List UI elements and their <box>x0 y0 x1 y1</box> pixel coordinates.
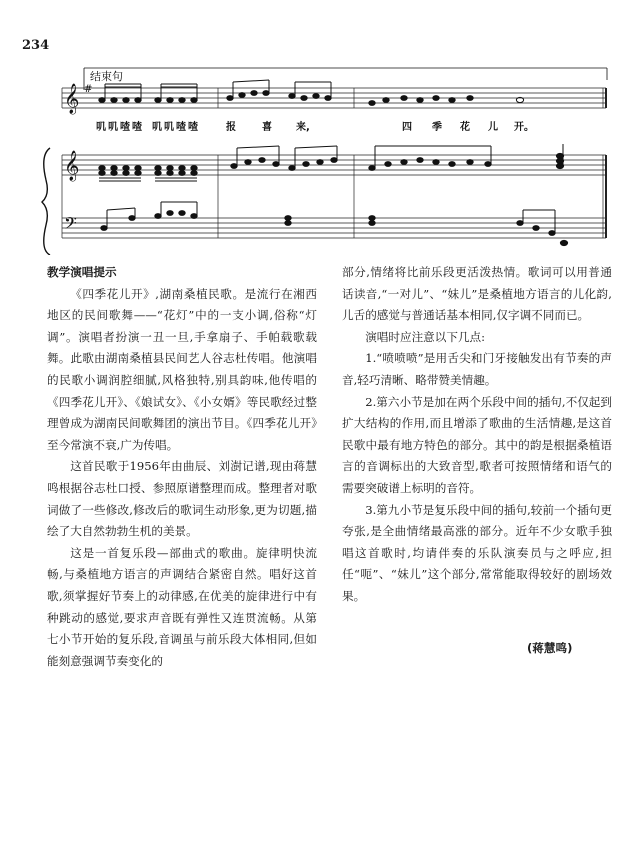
svg-text:花: 花 <box>460 122 470 133</box>
paragraph: 2.第六小节是加在两个乐段中间的插句,不仅起到扩大结构的作用,而且增添了歌曲的生活情趣,是这首民歌中最有地方特色的部分。其中的韵是根据桑植语言的音调标出的大致音型,歌者可按照情绪和语气的需要突破谱上标明的音符。 <box>342 394 612 495</box>
svg-text:叽: 叽 <box>96 122 106 133</box>
paragraph: 这是一首复乐段—部曲式的歌曲。旋律明快流畅,与桑植地方语言的声调结合紧密自然。唱好这首歌,须掌握好节奏上的动律感,在优美的旋律进行中有种跳动的感觉,要求声音既有弹性又连贯流畅。从第七小节开始的复乐段,音调虽与前乐段大体相同,但如能刻意强调节奏变化的 <box>47 545 317 668</box>
svg-text:叽: 叽 <box>152 122 162 133</box>
piano-bass-staff <box>62 218 606 238</box>
right-column <box>342 262 612 608</box>
svg-text:报: 报 <box>226 122 236 133</box>
svg-text:儿: 儿 <box>488 122 498 133</box>
svg-text:#: # <box>84 84 93 95</box>
paragraph: 这首民歌于1956年由曲辰、刘澍记谱,现由蒋慧鸣根据谷志杜口授、参照原谱整理而成。整理者对歌词做了一些修改,修改后的歌词生动形象,更为切题,描绘了大自然勃勃生机的美景。 <box>47 459 317 539</box>
voice-staff <box>62 88 606 108</box>
svg-text:叽: 叽 <box>108 122 118 133</box>
svg-text:𝄢: 𝄢 <box>64 213 77 237</box>
paragraph: 1.“喷喷喷”是用舌尖和门牙接触发出有节奏的声音,轻巧清晰、略带赞美情趣。 <box>342 351 612 387</box>
paragraph: 《四季花儿开》,湖南桑植民歌。是流行在湘西地区的民间歌舞——“花灯”中的一支小调,俗称“灯调”。演唱者扮演一丑一旦,手拿扇子、手帕载歌载舞。此歌由湖南桑植县民间艺人谷志杜传唱。他演唱的民歌小调润腔细腻,风格独特,别具韵味,他传唱的《四季花儿开》、《娘试女》、《小女婿》等民歌经过整理曾成为湖南民间歌舞团的演出节目。《四季花儿开》至今常演不衰,广为传唱。 <box>47 286 317 452</box>
svg-text:𝄞: 𝄞 <box>64 84 80 114</box>
music-score <box>0 60 640 255</box>
svg-text:季: 季 <box>432 122 442 133</box>
svg-text:喜: 喜 <box>262 122 272 133</box>
svg-text:四: 四 <box>402 122 412 133</box>
paragraph: 部分,情绪将比前乐段更活泼热情。歌词可以用普通话读音,“一对儿”、“妹儿”是桑植地方语言的儿化韵,儿舌的感觉与普通话基本相同,仅字调不同而已。 <box>342 265 612 323</box>
svg-text:叽: 叽 <box>164 122 174 133</box>
page-number: 234 <box>22 38 50 53</box>
piano-treble-staff <box>62 155 606 238</box>
left-column <box>47 262 317 672</box>
svg-text:喳: 喳 <box>188 122 198 133</box>
svg-text:喳: 喳 <box>176 122 186 133</box>
author-credit: (蒋慧鸣) <box>527 641 573 655</box>
piano-bass-notes <box>101 202 568 246</box>
lyrics <box>96 120 534 133</box>
svg-text:喳: 喳 <box>120 122 130 133</box>
piano-treble-notes <box>99 144 564 181</box>
svg-text:来,: 来, <box>296 122 310 133</box>
paragraph: 演唱时应注意以下几点: <box>365 329 486 344</box>
svg-text:𝄞: 𝄞 <box>64 151 80 181</box>
paragraph: 3.第九小节是复乐段中间的插句,较前一个插句更夸张,是全曲情绪最高涨的部分。近年不少女歌手独唱这首歌时,均请伴奏的乐队演奏员与之呼应,担任“呃”、“妹儿”这个部分,常常能取得较好的剧场效果。 <box>342 502 612 603</box>
section-label: 结束句 <box>90 70 123 83</box>
svg-text:喳: 喳 <box>132 122 142 133</box>
svg-text:开。: 开。 <box>514 122 534 133</box>
section-heading: 教学演唱提示 <box>47 265 117 279</box>
